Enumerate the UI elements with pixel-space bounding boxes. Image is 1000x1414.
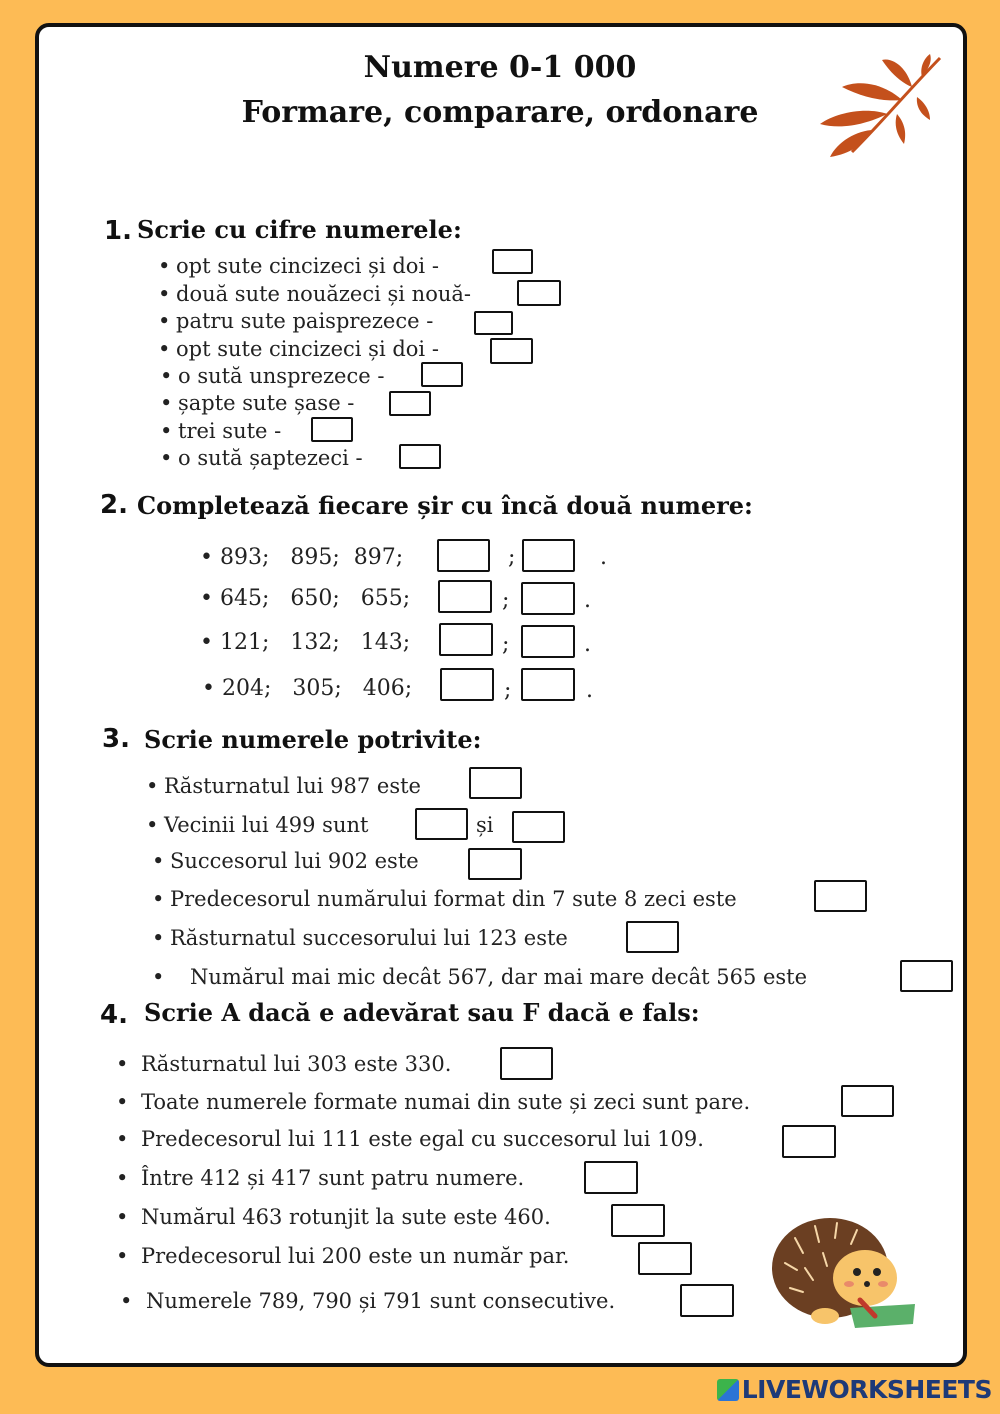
answer-box-1-8[interactable] xyxy=(399,444,441,469)
sequence-4-box-1[interactable] xyxy=(440,668,494,701)
sequence-4-box-2[interactable] xyxy=(521,668,575,701)
answer-box-1-3[interactable] xyxy=(474,311,513,335)
list-item: • opt sute cincizeci și doi - xyxy=(158,337,439,361)
list-item: • Predecesorul lui 111 este egal cu succesorul lui 109. xyxy=(116,1127,704,1151)
answer-box-1-5[interactable] xyxy=(421,362,463,387)
list-item: • Numărul mai mic decât 567, dar mai mare decât 565 este xyxy=(152,965,808,989)
period: . xyxy=(600,545,607,570)
true-false-box-6[interactable] xyxy=(638,1242,692,1275)
true-false-box-7[interactable] xyxy=(680,1284,734,1317)
list-item: • Succesorul lui 902 este xyxy=(152,849,419,873)
list-item: • Răsturnatul lui 303 este 330. xyxy=(116,1052,452,1076)
true-false-box-5[interactable] xyxy=(611,1204,665,1237)
sequence-2-box-1[interactable] xyxy=(438,580,492,613)
answer-box-3-5[interactable] xyxy=(626,921,679,953)
separator: ; xyxy=(502,632,510,657)
list-item: • Numărul 463 rotunjit la sute este 460. xyxy=(116,1205,551,1229)
sequence-1-box-2[interactable] xyxy=(522,539,575,572)
answer-box-1-7[interactable] xyxy=(311,417,353,442)
section-2-number: 2. xyxy=(100,490,128,520)
worksheet-subtitle: Formare, comparare, ordonare xyxy=(241,95,759,130)
sequence-3-box-1[interactable] xyxy=(439,623,493,656)
true-false-box-4[interactable] xyxy=(584,1161,638,1194)
sequence-3-box-2[interactable] xyxy=(521,625,575,658)
list-item: • o sută șaptezeci - xyxy=(160,446,363,470)
list-item: • Vecinii lui 499 sunt xyxy=(146,813,369,837)
worksheet-title: Numere 0-1 000 xyxy=(363,50,637,85)
list-item: • opt sute cincizeci și doi - xyxy=(158,254,439,278)
period: . xyxy=(586,678,593,703)
sequence-row: • 121; 132; 143; xyxy=(200,630,411,655)
sequence-2-box-2[interactable] xyxy=(521,582,575,615)
list-item: • patru sute paisprezece - xyxy=(158,309,434,333)
answer-box-3-4[interactable] xyxy=(814,880,867,912)
true-false-box-3[interactable] xyxy=(782,1125,836,1158)
sequence-1-box-1[interactable] xyxy=(437,539,490,572)
liveworksheets-icon xyxy=(717,1379,739,1401)
section-2-title: Completează fiecare șir cu încă două numere: xyxy=(137,491,753,520)
true-false-box-1[interactable] xyxy=(500,1047,553,1080)
answer-box-1-2[interactable] xyxy=(517,280,561,306)
section-1-title: Scrie cu cifre numerele: xyxy=(137,215,462,244)
answer-box-3-2b[interactable] xyxy=(512,811,565,843)
list-item: • Predecesorul numărului format din 7 sute 8 zeci este xyxy=(152,887,737,911)
separator: ; xyxy=(508,545,516,570)
true-false-box-2[interactable] xyxy=(841,1085,894,1117)
list-item: • Între 412 și 417 sunt patru numere. xyxy=(116,1166,525,1190)
leaf-branch-icon xyxy=(812,52,947,167)
hedgehog-icon xyxy=(765,1208,925,1338)
list-item: • Toate numerele formate numai din sute și zeci sunt pare. xyxy=(116,1090,751,1114)
answer-box-1-4[interactable] xyxy=(490,338,533,364)
list-item: • Răsturnatul lui 987 este xyxy=(146,774,421,798)
conjunction-text: și xyxy=(476,813,494,837)
section-3-title: Scrie numerele potrivite: xyxy=(144,725,482,754)
sequence-row: • 204; 305; 406; xyxy=(202,676,413,701)
section-1-number: 1. xyxy=(104,216,132,246)
period: . xyxy=(584,632,591,657)
separator: ; xyxy=(502,588,510,613)
answer-box-3-6[interactable] xyxy=(900,960,953,992)
sequence-row: • 893; 895; 897; xyxy=(200,545,404,570)
list-item: • două sute nouăzeci și nouă- xyxy=(158,282,471,306)
answer-box-1-1[interactable] xyxy=(492,249,533,274)
answer-box-1-6[interactable] xyxy=(389,391,431,416)
section-4-number: 4. xyxy=(100,1000,128,1030)
sequence-row: • 645; 650; 655; xyxy=(200,586,411,611)
list-item: • o sută unsprezece - xyxy=(160,364,385,388)
separator: ; xyxy=(504,678,512,703)
section-4-title: Scrie A dacă e adevărat sau F dacă e fals: xyxy=(144,998,700,1027)
answer-box-3-1[interactable] xyxy=(469,767,522,799)
list-item: • Predecesorul lui 200 este un număr par. xyxy=(116,1244,570,1268)
liveworksheets-logo: LIVEWORKSHEETS xyxy=(717,1375,992,1404)
list-item: • Răsturnatul succesorului lui 123 este xyxy=(152,926,568,950)
section-3-number: 3. xyxy=(102,724,130,754)
list-item: • trei sute - xyxy=(160,419,282,443)
answer-box-3-2a[interactable] xyxy=(415,808,468,840)
list-item: • Numerele 789, 790 și 791 sunt consecutive. xyxy=(120,1289,616,1313)
list-item: • șapte sute șase - xyxy=(160,391,355,415)
answer-box-3-3[interactable] xyxy=(468,848,522,880)
period: . xyxy=(584,588,591,613)
